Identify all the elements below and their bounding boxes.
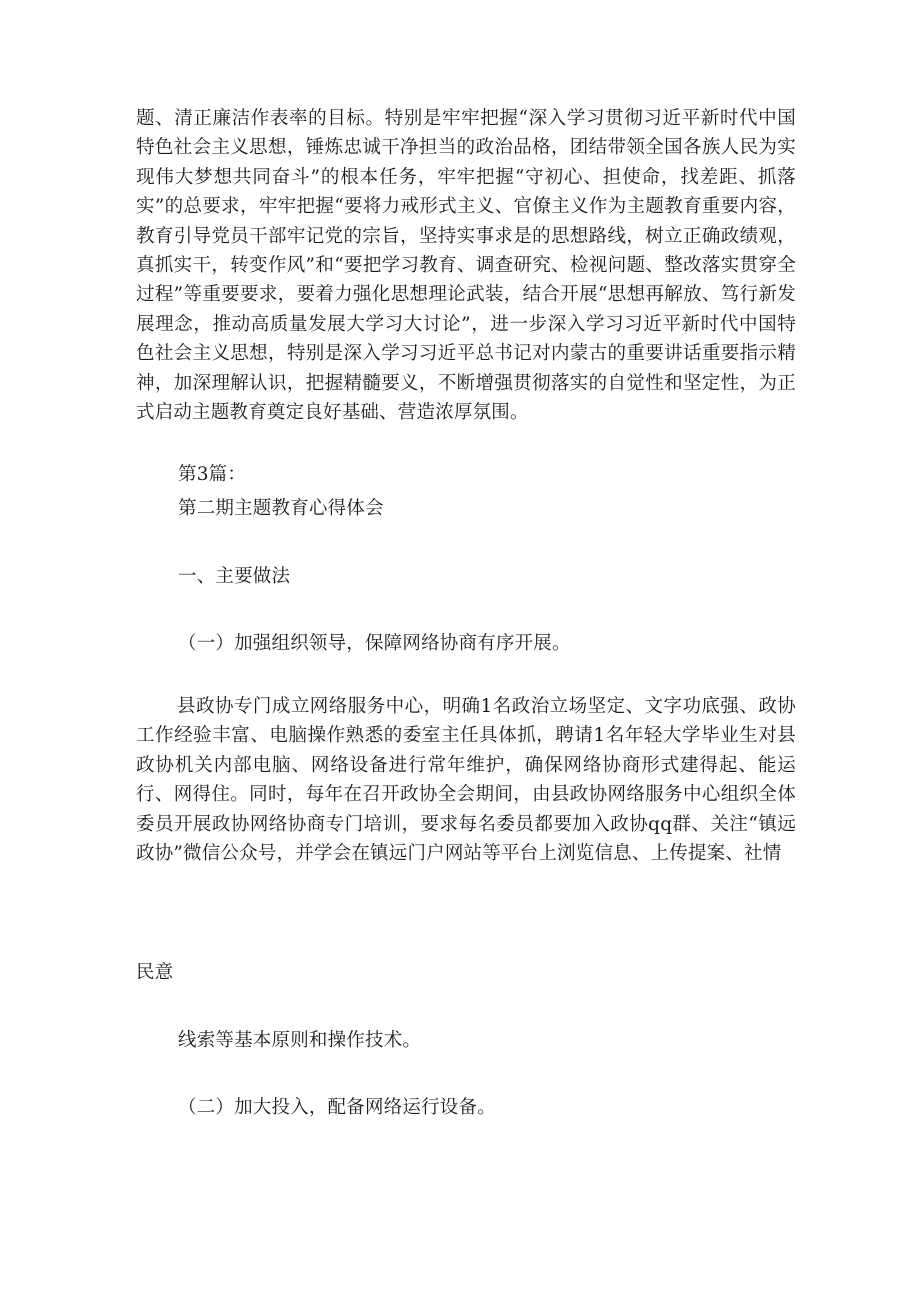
continued-paragraph: 题、清正廉洁作表率的目标。特别是牢牢把握“深入学习贯彻习近平新时代中国特色社会主义思想，锤炼忠诚干净担当的政治品格，团结带领全国各族人民为实现伟大梦想共同奋斗”的根本任务，牢牢把握“守初心、担使命，找差距、抓落实”的总要求，牢牢把握“要将力戒形式主义、官僚主义作为主题教育重要内容，教育引导党员干部牢记党的宗旨，坚持实事求是的思想路线，树立正确政绩观，真抓实干，转变作风”和“要把学习教育、调查研究、检视问题、整改落实贯穿全过程”等重要要求，要着力强化思想理论武装，结合开展“思想再解放、笃行新发展理念，推动高质量发展大学习大讨论”，进一步深入学习习近平新时代中国特色社会主义思想，特别是深入学习习近平总书记对内蒙古的重要讲话重要指示精神，加深理解认识，把握精髓要义，不断增强贯彻落实的自觉性和坚定性，为正式启动主题教育奠定良好基础、营造浓厚氛围。 <box>136 108 796 424</box>
body-paragraph: 县政协专门成立网络服务中心，明确1名政治立场坚定、文字功底强、政协工作经验丰富、电脑操作熟悉的委室主任具体抓，聘请1名年轻大学毕业生对县政协机关内部电脑、网络设备进行常年维护，确保网络协商形式建得起、能运行、网得住。同时，每年在召开政协全会期间，由县政协网络服务中心组织全体委员开展政协网络协商专门培训，要求每名委员都要加入政协qq群、关注“镇远政协”微信公众号，并学会在镇远门户网站等平台上浏览信息、上传提案、社情 <box>136 696 796 865</box>
text-fragment-continued: 线索等基本原则和操作技术。 <box>178 1030 422 1051</box>
text-fragment-minyi: 民意 <box>136 962 174 983</box>
subsection-heading-2: （二）加大投入，配备网络运行设备。 <box>178 1097 496 1118</box>
article-title: 第二期主题教育心得体会 <box>178 498 384 519</box>
subsection-heading-1: （一）加强组织领导，保障网络协商有序开展。 <box>178 633 571 654</box>
section-heading: 一、主要做法 <box>178 566 291 587</box>
article-label: 第3篇： <box>178 464 247 485</box>
